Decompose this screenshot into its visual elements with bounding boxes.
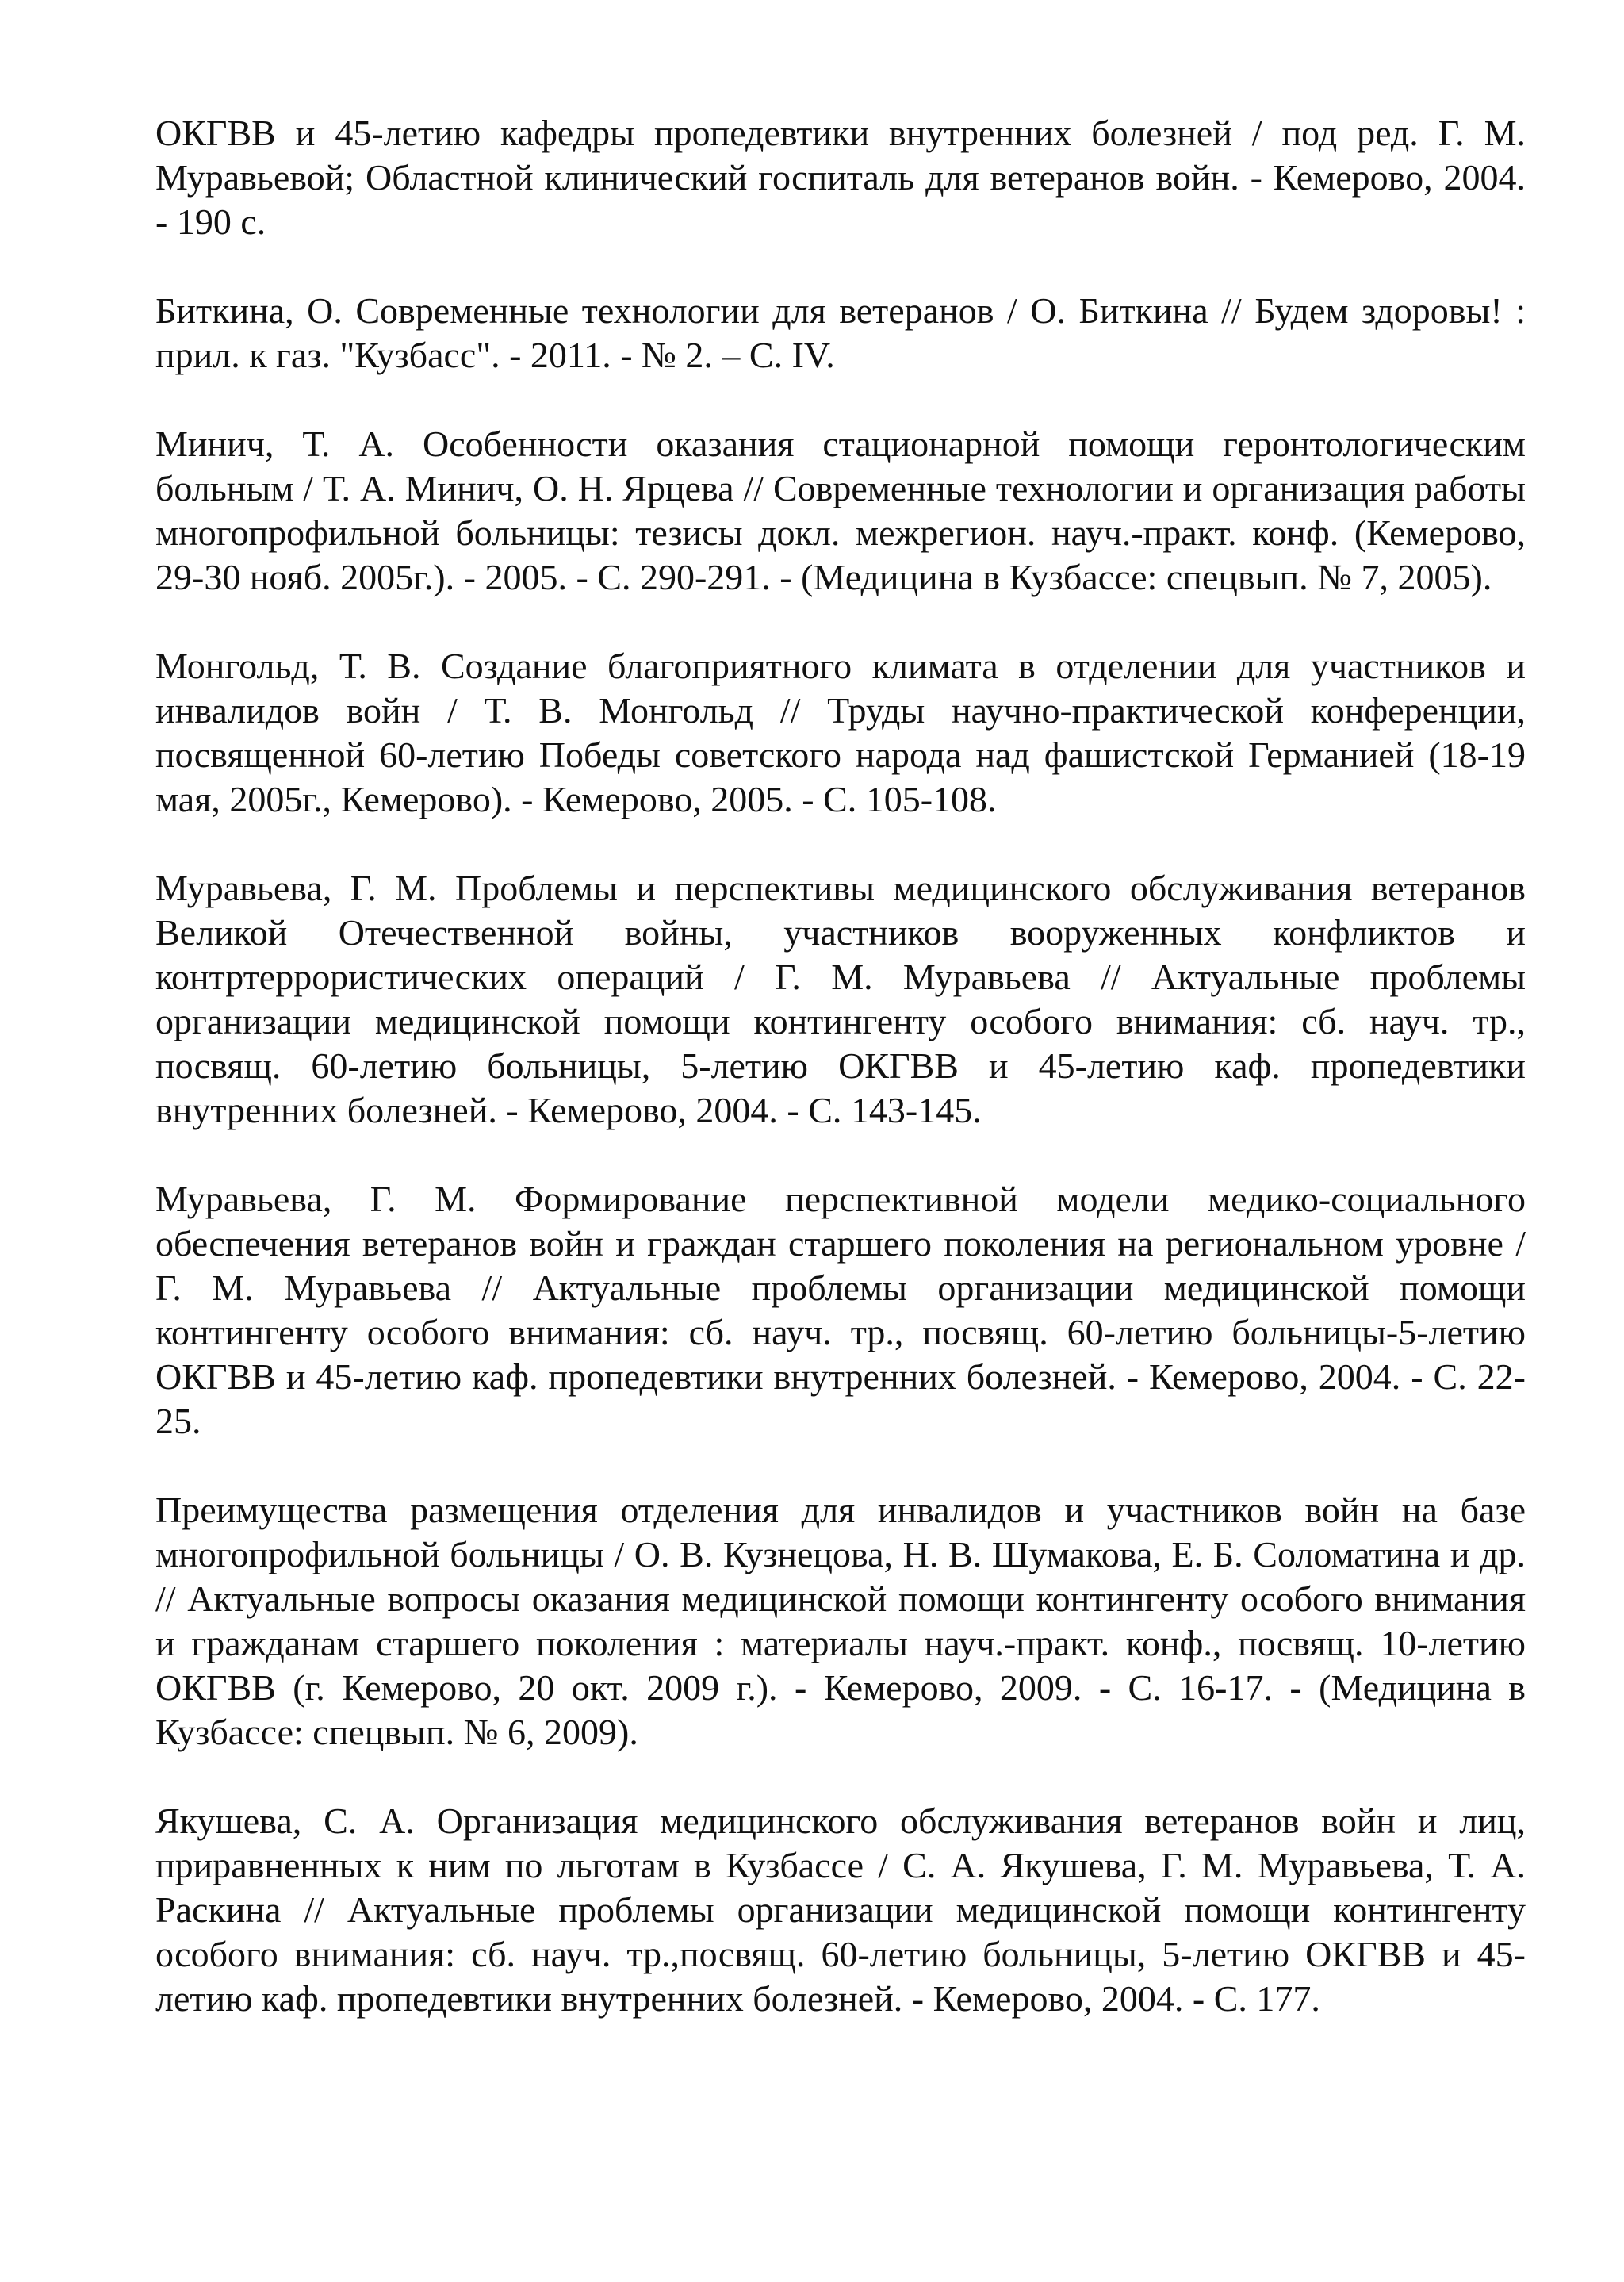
bibliography-entry: ОКГВВ и 45-летию кафедры пропедевтики внутренних болезней / под ред. Г. М. Муравьевой; Областной клинический госпиталь для ветеранов войн. - Кемерово, 2004. - 190 с. bbox=[155, 113, 1526, 242]
bibliography-entry: Муравьева, Г. М. Формирование перспективной модели медико-социального обеспечения ветеранов войн и граждан старшего поколения на региональном уровне / Г. М. Муравьева // Актуальные проблемы организации медицинской помощи контингенту особого внимания: сб. науч. тр., посвящ. 60-летию больницы-5-летию ОКГВВ и 45-летию каф. пропедевтики внутренних болезней. - Кемерово, 2004. - С. 22-25. bbox=[155, 1179, 1526, 1441]
bibliography-entry: Якушева, С. А. Организация медицинского обслуживания ветеранов войн и лиц, приравненных к ним по льготам в Кузбассе / С. А. Якушева, Г. М. Муравьева, Т. А. Раскина // Актуальные проблемы организации медицинской помощи контингенту особого внимания: сб. науч. тр.,посвящ. 60-летию больницы, 5-летию ОКГВВ и 45-летию каф. пропедевтики внутренних болезней. - Кемерово, 2004. - С. 177. bbox=[155, 1801, 1526, 2019]
bibliography-list bbox=[155, 111, 1526, 2065]
bibliography-entry: Преимущества размещения отделения для инвалидов и участников войн на базе многопрофильной больницы / О. В. Кузнецова, Н. В. Шумакова, Е. Б. Соломатина и др. // Актуальные вопросы оказания медицинской помощи контингенту особого внимания и гражданам старшего поколения : материалы науч.-практ. конф., посвящ. 10-летию ОКГВВ (г. Кемерово, 20 окт. 2009 г.). - Кемерово, 2009. - С. 16-17. - (Медицина в Кузбассе: спецвып. № 6, 2009). bbox=[155, 1490, 1526, 1752]
bibliography-entry: Биткина, О. Современные технологии для ветеранов / О. Биткина // Будем здоровы! : прил. к газ. "Кузбасс". - 2011. - № 2. – С. IV. bbox=[155, 290, 1526, 375]
bibliography-entry: Монгольд, Т. В. Создание благоприятного климата в отделении для участников и инвалидов войн / Т. В. Монгольд // Труды научно-практической конференции, посвященной 60-летию Победы советского народа над фашистской Германией (18-19 мая, 2005г., Кемерово). - Кемерово, 2005. - С. 105-108. bbox=[155, 646, 1526, 819]
bibliography-entry: Муравьева, Г. М. Проблемы и перспективы медицинского обслуживания ветеранов Великой Отечественной войны, участников вооруженных конфликтов и контртеррористических операций / Г. М. Муравьева // Актуальные проблемы организации медицинской помощи контингенту особого внимания: сб. науч. тр., посвящ. 60-летию больницы, 5-летию ОКГВВ и 45-летию каф. пропедевтики внутренних болезней. - Кемерово, 2004. - С. 143-145. bbox=[155, 868, 1526, 1130]
bibliography-entry: Минич, Т. А. Особенности оказания стационарной помощи геронтологическим больным / Т. А. Минич, О. Н. Ярцева // Современные технологии и организация работы многопрофильной больницы: тезисы докл. межрегион. науч.-практ. конф. (Кемерово, 29-30 нояб. 2005г.). - 2005. - С. 290-291. - (Медицина в Кузбассе: спецвып. № 7, 2005). bbox=[155, 424, 1526, 597]
